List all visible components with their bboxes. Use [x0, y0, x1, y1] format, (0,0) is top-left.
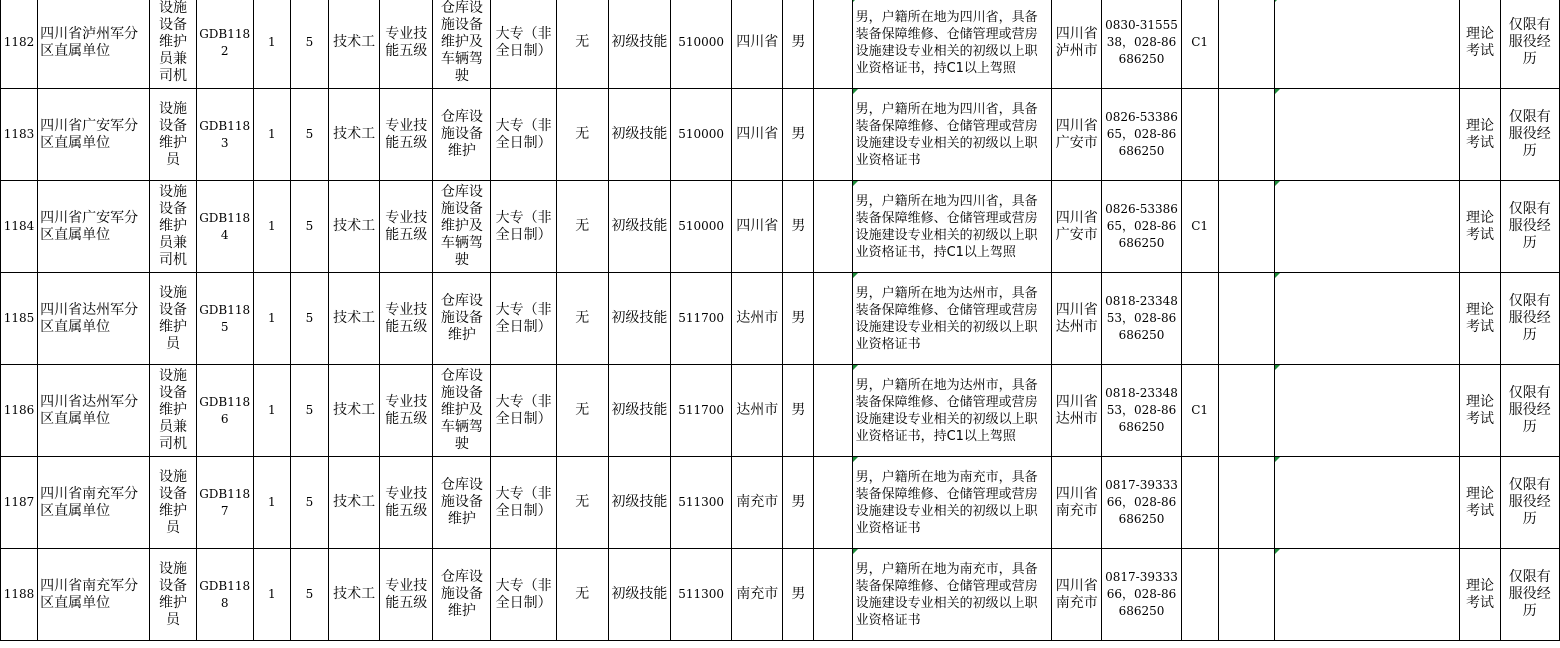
- cell-code[interactable]: GDB1185: [196, 273, 253, 365]
- cell-grade[interactable]: 5: [290, 549, 328, 641]
- cell-other[interactable]: [814, 0, 852, 89]
- cell-gender[interactable]: 男: [783, 89, 814, 181]
- cell-note[interactable]: 仅限有服役经历: [1500, 181, 1559, 273]
- cell-education[interactable]: 大专（非全日制）: [491, 89, 556, 181]
- cell-post[interactable]: 设施设备维护员兼司机: [150, 365, 196, 457]
- cell-code[interactable]: GDB1186: [196, 365, 253, 457]
- cell-category[interactable]: 技术工: [329, 181, 380, 273]
- cell-skill[interactable]: 初级技能: [608, 181, 670, 273]
- cell-exam[interactable]: 理论考试: [1460, 549, 1500, 641]
- cell-note[interactable]: 仅限有服役经历: [1500, 273, 1559, 365]
- cell-region[interactable]: 四川省: [732, 0, 783, 89]
- cell-code[interactable]: GDB1184: [196, 181, 253, 273]
- cell-grade[interactable]: 5: [290, 457, 328, 549]
- table-body: [1, 0, 1560, 641]
- cell-code[interactable]: GDB1187: [196, 457, 253, 549]
- cell-c22[interactable]: [1274, 0, 1460, 89]
- cell-code[interactable]: GDB1188: [196, 549, 253, 641]
- cell-phone[interactable]: 0817-3933366，028-86686250: [1102, 549, 1181, 641]
- cell-education[interactable]: 大专（非全日制）: [491, 181, 556, 273]
- cell-requirement[interactable]: 男，户籍所在地为南充市，具备装备保障维修、仓储管理或营房设施建设专业相关的初级以上职业资格证书: [852, 549, 1052, 641]
- cell-other[interactable]: [814, 457, 852, 549]
- cell-post[interactable]: 设施设备维护员: [150, 457, 196, 549]
- cell-education[interactable]: 大专（非全日制）: [491, 549, 556, 641]
- cell-major[interactable]: 仓库设施设备维护: [433, 549, 491, 641]
- cell-license[interactable]: [1181, 549, 1218, 641]
- cell-count[interactable]: 1: [253, 89, 290, 181]
- cell-zip[interactable]: 511300: [671, 549, 732, 641]
- cell-unit[interactable]: 四川省南充军分区直属单位: [38, 457, 150, 549]
- cell-exam-place[interactable]: 四川省达州市: [1052, 273, 1102, 365]
- cell-requirement[interactable]: 男，户籍所在地为四川省，具备装备保障维修、仓储管理或营房设施建设专业相关的初级以上职业资格证书，持C1以上驾照: [852, 0, 1052, 89]
- cell-c21[interactable]: [1218, 365, 1274, 457]
- table-row: [1, 181, 1560, 273]
- cell-education[interactable]: 大专（非全日制）: [491, 457, 556, 549]
- cell-major[interactable]: 仓库设施设备维护: [433, 89, 491, 181]
- cell-region[interactable]: 四川省: [732, 181, 783, 273]
- cell-requirement[interactable]: 男，户籍所在地为四川省，具备装备保障维修、仓储管理或营房设施建设专业相关的初级以上职业资格证书，持C1以上驾照: [852, 181, 1052, 273]
- table-row: [1, 273, 1560, 365]
- cell-exam[interactable]: 理论考试: [1460, 181, 1500, 273]
- cell-c21[interactable]: [1218, 549, 1274, 641]
- cell-grade[interactable]: 5: [290, 273, 328, 365]
- cell-category[interactable]: 技术工: [329, 273, 380, 365]
- cell-phone[interactable]: 0826-5338665，028-86686250: [1102, 89, 1181, 181]
- cell-zip[interactable]: 511700: [671, 273, 732, 365]
- cell-unit[interactable]: 四川省泸州军分区直属单位: [38, 0, 150, 89]
- cell-gender[interactable]: 男: [783, 549, 814, 641]
- cell-requirement[interactable]: 男，户籍所在地为四川省，具备装备保障维修、仓储管理或营房设施建设专业相关的初级以上职业资格证书: [852, 89, 1052, 181]
- cell-c21[interactable]: [1218, 273, 1274, 365]
- cell-skill[interactable]: 初级技能: [608, 0, 670, 89]
- cell-other[interactable]: [814, 365, 852, 457]
- table-row: [1, 457, 1560, 549]
- cell-grade[interactable]: 5: [290, 181, 328, 273]
- cell-education[interactable]: 大专（非全日制）: [491, 273, 556, 365]
- cell-license[interactable]: [1181, 457, 1218, 549]
- cell-degree[interactable]: 无: [556, 457, 608, 549]
- cell-other[interactable]: [814, 181, 852, 273]
- cell-major[interactable]: 仓库设施设备维护: [433, 457, 491, 549]
- cell-requirement[interactable]: 男，户籍所在地为南充市，具备装备保障维修、仓储管理或营房设施建设专业相关的初级以上职业资格证书: [852, 457, 1052, 549]
- cell-phone[interactable]: 0830-3155538，028-86686250: [1102, 0, 1181, 89]
- cell-unit[interactable]: 四川省广安军分区直属单位: [38, 89, 150, 181]
- cell-category[interactable]: 技术工: [329, 89, 380, 181]
- cell-seq[interactable]: 1183: [1, 89, 38, 181]
- table-row: [1, 549, 1560, 641]
- cell-c22[interactable]: [1274, 273, 1460, 365]
- cell-post[interactable]: 设施设备维护员: [150, 549, 196, 641]
- cell-gender[interactable]: 男: [783, 457, 814, 549]
- cell-seq[interactable]: 1184: [1, 181, 38, 273]
- cell-license[interactable]: C1: [1181, 181, 1218, 273]
- cell-license[interactable]: C1: [1181, 0, 1218, 89]
- cell-c21[interactable]: [1218, 457, 1274, 549]
- cell-level[interactable]: 专业技能五级: [380, 365, 433, 457]
- cell-c21[interactable]: [1218, 0, 1274, 89]
- cell-skill[interactable]: 初级技能: [608, 457, 670, 549]
- cell-grade[interactable]: 5: [290, 365, 328, 457]
- cell-unit[interactable]: 四川省达州军分区直属单位: [38, 273, 150, 365]
- cell-level[interactable]: 专业技能五级: [380, 181, 433, 273]
- cell-region[interactable]: 达州市: [732, 365, 783, 457]
- cell-level[interactable]: 专业技能五级: [380, 89, 433, 181]
- cell-post[interactable]: 设施设备维护员兼司机: [150, 181, 196, 273]
- cell-license[interactable]: C1: [1181, 365, 1218, 457]
- cell-c21[interactable]: [1218, 89, 1274, 181]
- cell-other[interactable]: [814, 549, 852, 641]
- cell-c22[interactable]: [1274, 181, 1460, 273]
- cell-post[interactable]: 设施设备维护员兼司机: [150, 0, 196, 89]
- cell-other[interactable]: [814, 89, 852, 181]
- table-row: [1, 89, 1560, 181]
- cell-exam-place[interactable]: 四川省南充市: [1052, 457, 1102, 549]
- cell-count[interactable]: 1: [253, 273, 290, 365]
- cell-exam-place[interactable]: 四川省广安市: [1052, 181, 1102, 273]
- cell-seq[interactable]: 1187: [1, 457, 38, 549]
- cell-unit[interactable]: 四川省广安军分区直属单位: [38, 181, 150, 273]
- cell-code[interactable]: GDB1182: [196, 0, 253, 89]
- cell-major[interactable]: 仓库设施设备维护及车辆驾驶: [433, 181, 491, 273]
- cell-phone[interactable]: 0826-5338665，028-86686250: [1102, 181, 1181, 273]
- cell-level[interactable]: 专业技能五级: [380, 549, 433, 641]
- cell-level[interactable]: 专业技能五级: [380, 0, 433, 89]
- cell-unit[interactable]: 四川省南充军分区直属单位: [38, 549, 150, 641]
- cell-skill[interactable]: 初级技能: [608, 273, 670, 365]
- cell-c22[interactable]: [1274, 457, 1460, 549]
- cell-major[interactable]: 仓库设施设备维护: [433, 273, 491, 365]
- cell-license[interactable]: [1181, 89, 1218, 181]
- cell-phone[interactable]: 0818-2334853，028-86686250: [1102, 365, 1181, 457]
- cell-count[interactable]: 1: [253, 365, 290, 457]
- cell-phone[interactable]: 0818-2334853，028-86686250: [1102, 273, 1181, 365]
- cell-note[interactable]: 仅限有服役经历: [1500, 549, 1559, 641]
- cell-category[interactable]: 技术工: [329, 0, 380, 89]
- cell-grade[interactable]: 5: [290, 89, 328, 181]
- cell-skill[interactable]: 初级技能: [608, 89, 670, 181]
- cell-exam-place[interactable]: 四川省达州市: [1052, 365, 1102, 457]
- cell-c21[interactable]: [1218, 181, 1274, 273]
- cell-post[interactable]: 设施设备维护员: [150, 89, 196, 181]
- cell-gender[interactable]: 男: [783, 181, 814, 273]
- cell-level[interactable]: 专业技能五级: [380, 273, 433, 365]
- cell-skill[interactable]: 初级技能: [608, 365, 670, 457]
- cell-count[interactable]: 1: [253, 0, 290, 89]
- table-row: [1, 365, 1560, 457]
- cell-unit[interactable]: 四川省达州军分区直属单位: [38, 365, 150, 457]
- cell-post[interactable]: 设施设备维护员: [150, 273, 196, 365]
- cell-degree[interactable]: 无: [556, 273, 608, 365]
- cell-region[interactable]: 南充市: [732, 549, 783, 641]
- cell-region[interactable]: 四川省: [732, 89, 783, 181]
- table-row: [1, 0, 1560, 89]
- cell-exam[interactable]: 理论考试: [1460, 273, 1500, 365]
- cell-code[interactable]: GDB1183: [196, 89, 253, 181]
- cell-zip[interactable]: 510000: [671, 181, 732, 273]
- cell-license[interactable]: [1181, 273, 1218, 365]
- cell-exam[interactable]: 理论考试: [1460, 457, 1500, 549]
- cell-degree[interactable]: 无: [556, 365, 608, 457]
- cell-count[interactable]: 1: [253, 181, 290, 273]
- cell-c22[interactable]: [1274, 549, 1460, 641]
- cell-count[interactable]: 1: [253, 457, 290, 549]
- cell-seq[interactable]: 1186: [1, 365, 38, 457]
- cell-note[interactable]: 仅限有服役经历: [1500, 89, 1559, 181]
- cell-major[interactable]: 仓库设施设备维护及车辆驾驶: [433, 365, 491, 457]
- cell-region[interactable]: 达州市: [732, 273, 783, 365]
- cell-seq[interactable]: 1182: [1, 0, 38, 89]
- cell-zip[interactable]: 511300: [671, 457, 732, 549]
- cell-degree[interactable]: 无: [556, 0, 608, 89]
- cell-requirement[interactable]: 男，户籍所在地为达州市，具备装备保障维修、仓储管理或营房设施建设专业相关的初级以上职业资格证书，持C1以上驾照: [852, 365, 1052, 457]
- cell-category[interactable]: 技术工: [329, 365, 380, 457]
- cell-zip[interactable]: 510000: [671, 0, 732, 89]
- cell-gender[interactable]: 男: [783, 273, 814, 365]
- cell-note[interactable]: 仅限有服役经历: [1500, 0, 1559, 89]
- cell-degree[interactable]: 无: [556, 181, 608, 273]
- cell-exam-place[interactable]: 四川省南充市: [1052, 549, 1102, 641]
- cell-count[interactable]: 1: [253, 549, 290, 641]
- cell-other[interactable]: [814, 273, 852, 365]
- cell-phone[interactable]: 0817-3933366，028-86686250: [1102, 457, 1181, 549]
- cell-seq[interactable]: 1185: [1, 273, 38, 365]
- cell-degree[interactable]: 无: [556, 89, 608, 181]
- cell-degree[interactable]: 无: [556, 549, 608, 641]
- cell-major[interactable]: 仓库设施设备维护及车辆驾驶: [433, 0, 491, 89]
- cell-c22[interactable]: [1274, 365, 1460, 457]
- cell-education[interactable]: 大专（非全日制）: [491, 365, 556, 457]
- cell-note[interactable]: 仅限有服役经历: [1500, 457, 1559, 549]
- cell-zip[interactable]: 510000: [671, 89, 732, 181]
- cell-note[interactable]: 仅限有服役经历: [1500, 365, 1559, 457]
- cell-category[interactable]: 技术工: [329, 549, 380, 641]
- cell-exam-place[interactable]: 四川省泸州市: [1052, 0, 1102, 89]
- cell-category[interactable]: 技术工: [329, 457, 380, 549]
- cell-education[interactable]: 大专（非全日制）: [491, 0, 556, 89]
- cell-c22[interactable]: [1274, 89, 1460, 181]
- cell-exam[interactable]: 理论考试: [1460, 365, 1500, 457]
- cell-level[interactable]: 专业技能五级: [380, 457, 433, 549]
- cell-requirement[interactable]: 男，户籍所在地为达州市，具备装备保障维修、仓储管理或营房设施建设专业相关的初级以上职业资格证书: [852, 273, 1052, 365]
- cell-grade[interactable]: 5: [290, 0, 328, 89]
- cell-region[interactable]: 南充市: [732, 457, 783, 549]
- cell-exam-place[interactable]: 四川省广安市: [1052, 89, 1102, 181]
- cell-seq[interactable]: 1188: [1, 549, 38, 641]
- cell-gender[interactable]: 男: [783, 0, 814, 89]
- cell-zip[interactable]: 511700: [671, 365, 732, 457]
- cell-skill[interactable]: 初级技能: [608, 549, 670, 641]
- cell-exam[interactable]: 理论考试: [1460, 89, 1500, 181]
- cell-exam[interactable]: 理论考试: [1460, 0, 1500, 89]
- cell-gender[interactable]: 男: [783, 365, 814, 457]
